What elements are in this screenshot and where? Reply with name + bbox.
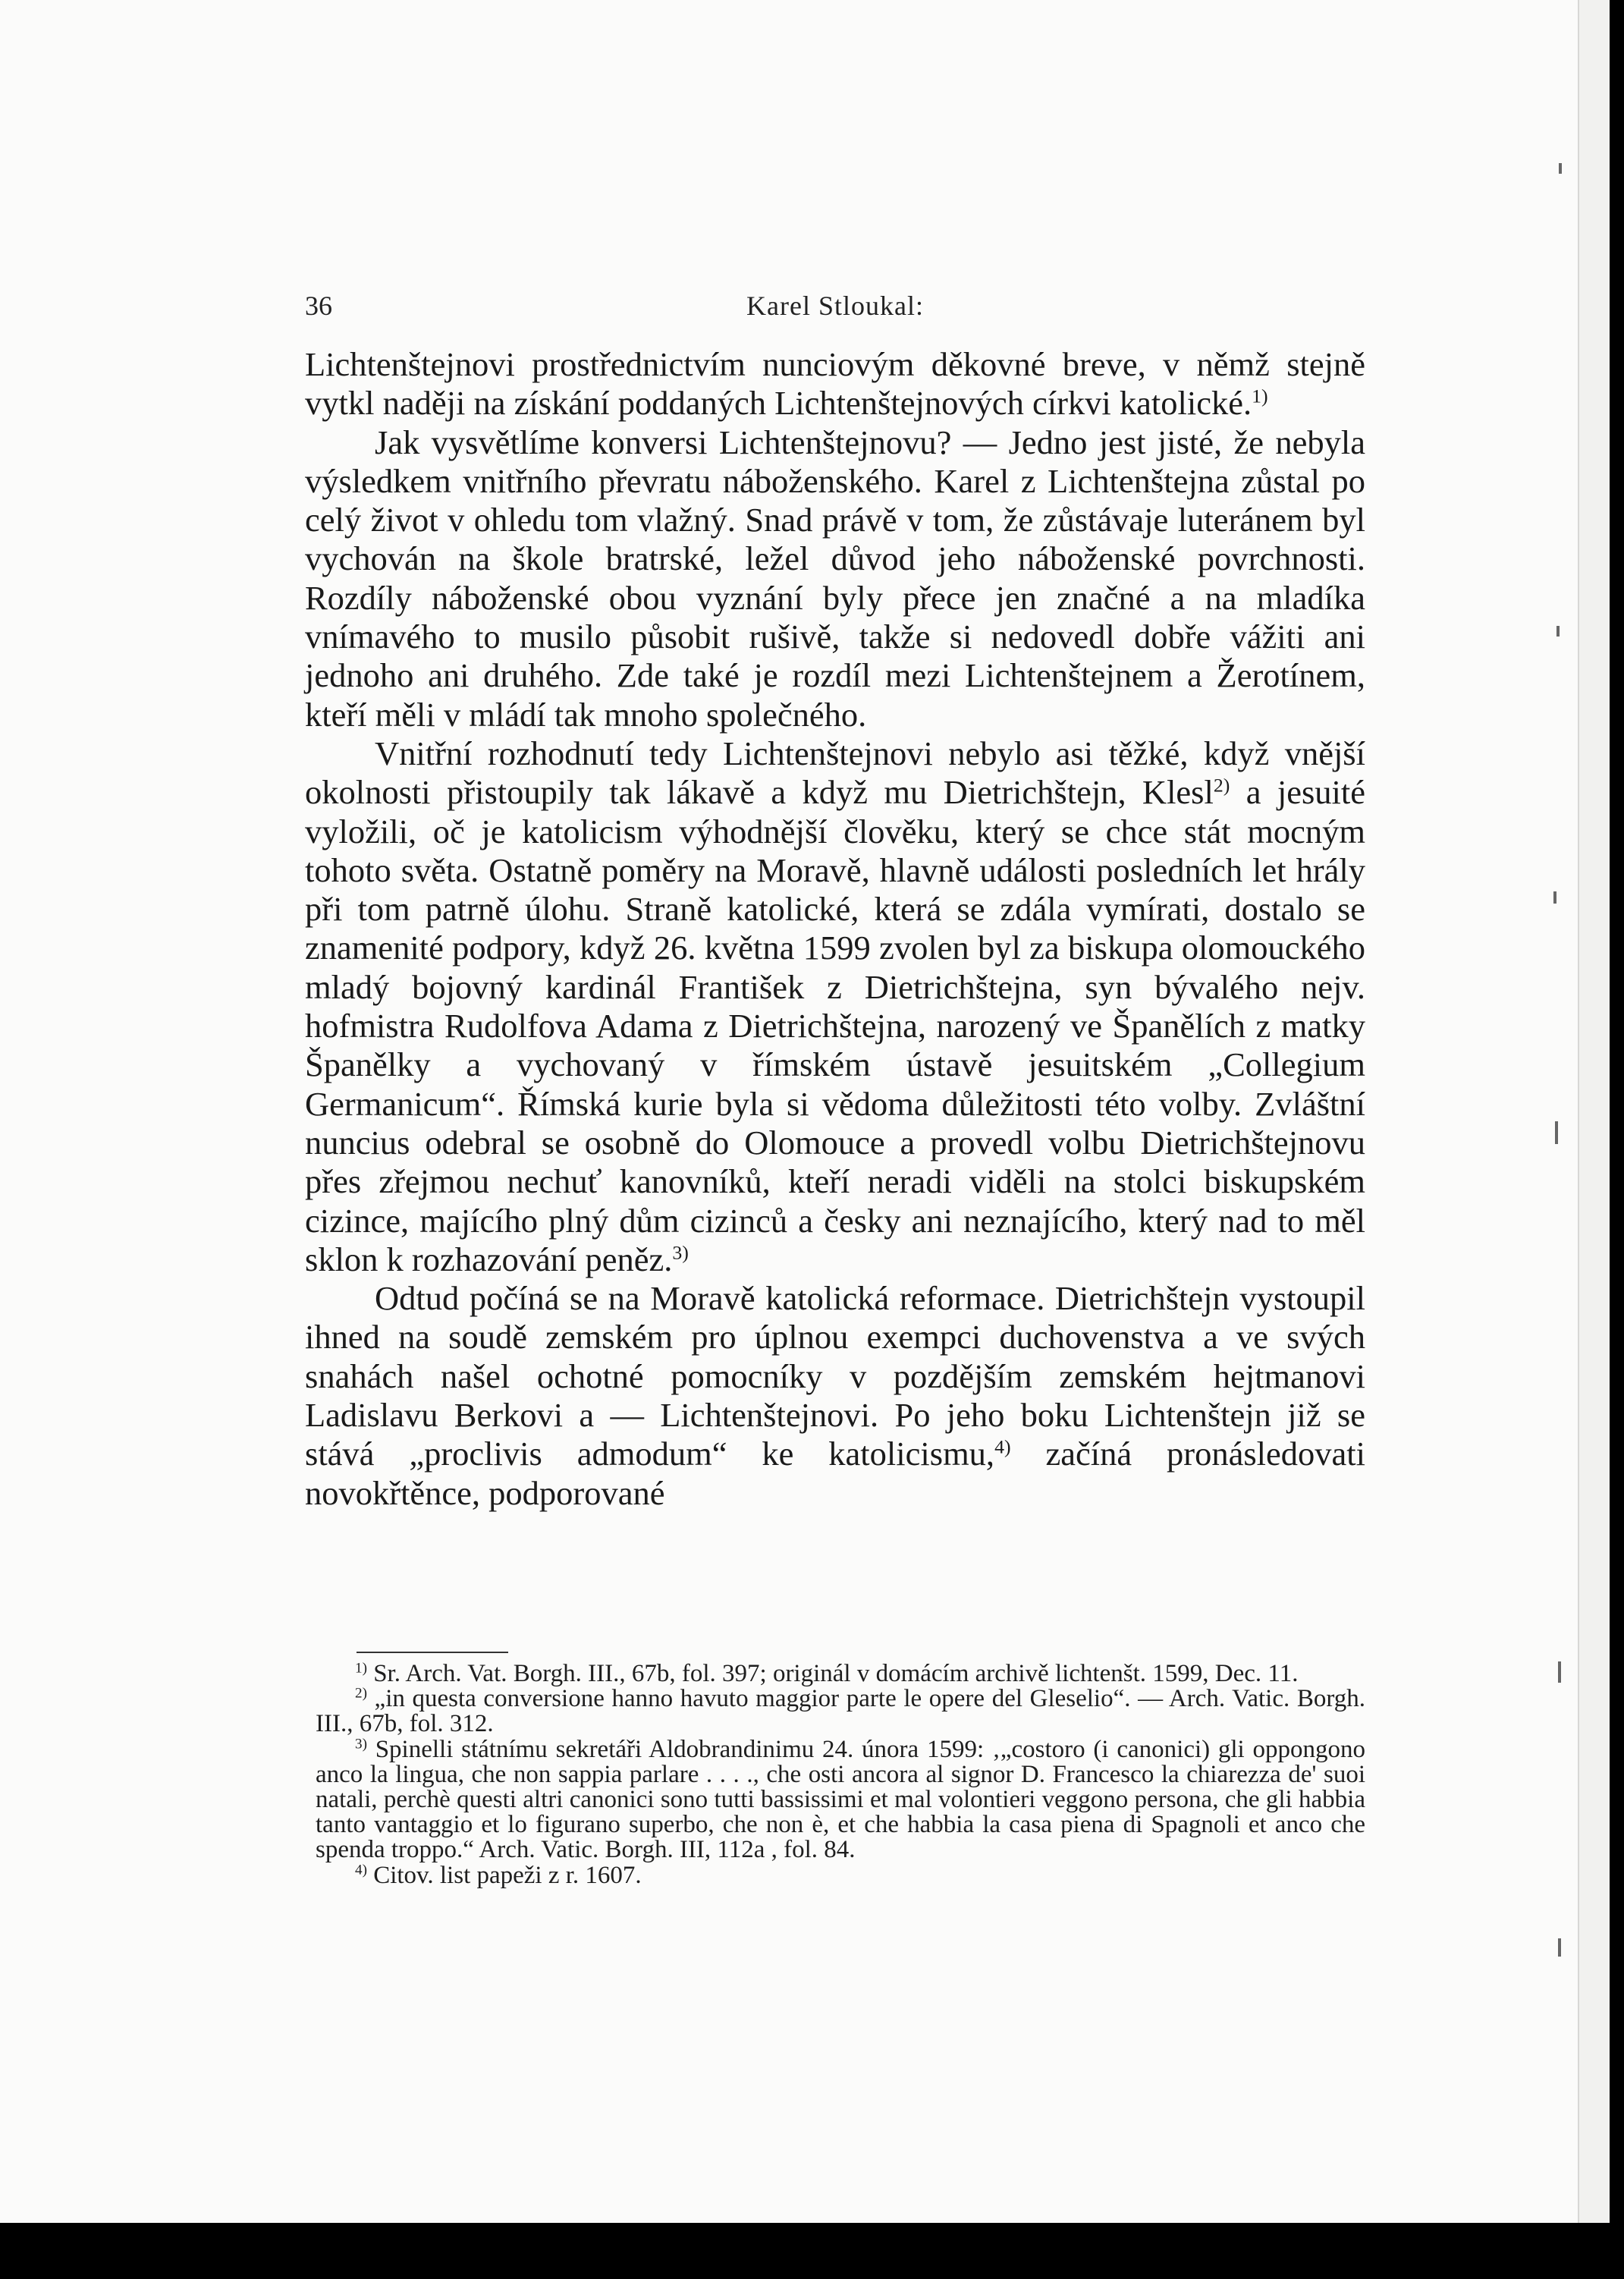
footnote-mark: 1) — [355, 1660, 367, 1677]
footnote-2 — [316, 1686, 1365, 1737]
footnote-reference-3: 3) — [672, 1241, 689, 1264]
footnote-3 — [316, 1737, 1365, 1863]
paragraph-text: Lichtenštejnovi prostřednictvím nunciovým děkovné breve, v němž stejně vytkl naději na získání poddaných Lichtenštejnových církvi katolické. — [305, 345, 1365, 423]
page-header — [305, 290, 1365, 335]
footnote-text: Citov. list papeži z r. 1607. — [366, 1861, 642, 1889]
footnote-reference-1: 1) — [1252, 385, 1268, 407]
margin-mark — [1555, 1121, 1558, 1144]
footnote-text: „in questa conversione hanno havuto maggior parte le opere del Gleselio“. — Arch. Vatic. Borgh. III., 67b, fol. 312. — [316, 1685, 1365, 1738]
footnote-separator — [357, 1652, 508, 1653]
margin-mark — [1556, 626, 1560, 637]
margin-mark — [1559, 163, 1562, 174]
footnote-reference-2: 2) — [1213, 774, 1230, 797]
footnote-reference-4: 4) — [994, 1435, 1011, 1458]
footnote-4 — [316, 1863, 1365, 1888]
paragraph-1 — [305, 345, 1365, 423]
paragraph-2 — [305, 423, 1365, 734]
footnote-mark: 2) — [355, 1685, 367, 1702]
page-number: 36 — [305, 291, 332, 321]
paragraph-text: a jesuité vyložili, oč je katolicism výhodnější člověku, který se chce stát mocným tohoto světa. Ostatně poměry na Moravě, hlavně události posledních let hrály při tom patrně úlohu. Straně katolické, která se zdála vymírati, dostalo se znamenité podpory, když 26. května 1599 zvolen byl za biskupa olomouckého mladý bojovný kardinál František z Dietrichštejna, syn bývalého nejv. hofmistra Rudolfova Adama z Dietrichštejna, narozený ve Španělích z matky Španělky a vychovaný v římském ústavě jesuitském „Collegium Germanicum“. Římská kurie byla si vědoma důležitosti této volby. Zvláštní nuncius odebral se osobně do Olomouce a provedl volbu Dietrichštejnovu přes zřejmou nechuť kanovníků, kteří neradi viděli na stolci biskupském cizince, majícího plný dům cizinců a česky ani neznajícího, který nad to měl sklon k rozhazování peněz. — [305, 773, 1366, 1278]
footnote-mark: 3) — [355, 1736, 367, 1752]
running-head: Karel Stloukal: — [746, 291, 924, 321]
paragraph-4 — [305, 1279, 1365, 1513]
body-text — [305, 345, 1365, 1513]
paragraph-text: začíná pronásledovati novokřtěnce, podporované — [305, 1435, 1365, 1512]
margin-mark — [1558, 1938, 1561, 1957]
paragraph-text: Jak vysvětlíme konversi Lichtenštejnovu? — Jedno jest jisté, že nebyla výsledkem vnitřního převratu náboženského. Karel z Lichtenštejna zůstal po celý život v ohledu tom vlažný. Snad právě v tom, že zůstávaje luteránem byl vychován na škole bratrské, ležel důvod jeho náboženské povrchnosti. Rozdíly náboženské obou vyznání byly přece jen značné a na mladíka vnímavého to musilo působit rušivě, takže si nedovedl dobře vážiti ani jednoho ani druhého. Zde také je rozdíl mezi Lichtenštejnem a Žerotínem, kteří měli v mládí tak mnoho společného. — [305, 423, 1365, 734]
footnote-text: Spinelli státnímu sekretáři Aldobrandinimu 24. února 1599: ‚„costoro (i canonici) gli oppongono anco la lingua, che non sappia parlare . . . ., che osti ancora al signor D. Francesco la chiarezza de' suoi natali, perchè questi altri canonici sono tutti bassissimi et mal volontieri veggono persona, che gli habbia tanto vantaggio et lo figurano superbo, che non è, et che habbia la casa piena di Spagnoli et anco che spenda troppo.“ Arch. Vatic. Borgh. III, 112a , fol. 84. — [316, 1735, 1365, 1864]
footnote-text: Sr. Arch. Vat. Borgh. III., 67b, fol. 397; originál v domácím archivě lichtenšt. 1599, Dec. 11. — [366, 1660, 1299, 1687]
paragraph-text: Odtud počíná se na Moravě katolická reformace. Dietrichštejn vystoupil ihned na soudě zemském pro úplnou exempci duchovenstva a ve svých snahách našel ochotné pomocníky v pozdějším zemském hejtmanovi Ladislavu Berkovi a — Lichtenštejnovi. Po jeho boku Lichtenštejn již se stává „proclivis admodum“ ke katolicismu, — [305, 1279, 1365, 1473]
footnotes — [316, 1661, 1365, 1888]
footnote-1 — [316, 1661, 1365, 1686]
margin-mark — [1553, 891, 1556, 904]
paragraph-text: Vnitřní rozhodnutí tedy Lichtenštejnovi nebylo asi těžké, když vnější okolnosti přistoupily tak lákavě a když mu Dietrichštejn, Klesl — [305, 734, 1365, 812]
footnote-mark: 4) — [355, 1862, 367, 1878]
margin-mark — [1558, 1661, 1561, 1683]
page-edge — [1578, 0, 1610, 2223]
paragraph-3 — [305, 734, 1365, 1279]
